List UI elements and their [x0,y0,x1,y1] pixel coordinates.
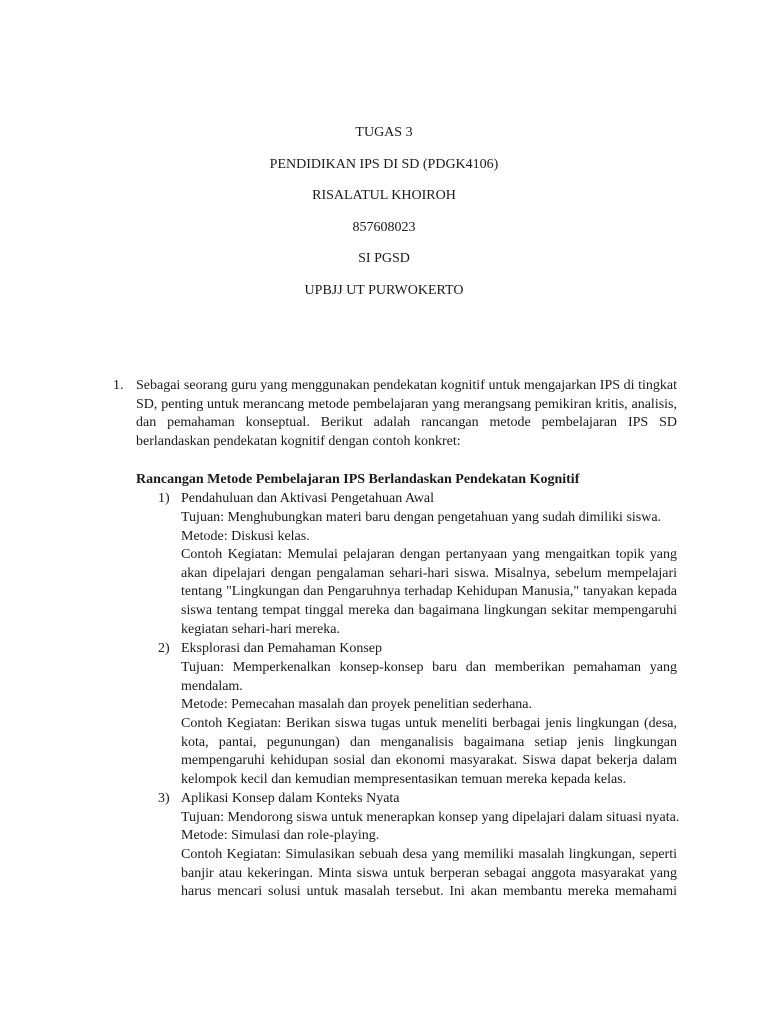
section-heading: Rancangan Metode Pembelajaran IPS Berlandaskan Pendekatan Kognitif [136,472,580,487]
step-title: Pendahuluan dan Aktivasi Pengetahuan Awal [181,491,434,506]
step-method: Metode: Diskusi kelas. [181,529,310,544]
course-title: PENDIDIKAN IPS DI SD (PDGK4106) [269,157,499,172]
step-example: Contoh Kegiatan: Simulasikan sebuah desa yang memiliki masalah lingkungan, seperti banjir atau kekeringan. Minta siswa untuk berperan sebagai anggota masyarakat yang harus mencari solusi untuk masalah tersebut. Ini akan membantu mereka memahami [181,847,677,900]
student-name: RISALATUL KHOIROH [312,188,456,203]
question-number: 1. [113,378,124,393]
student-id: 857608023 [352,220,416,235]
campus-name: UPBJJ UT PURWOKERTO [304,283,464,298]
step-goal: Tujuan: Menghubungkan materi baru dengan pengetahuan yang sudah dimiliki siswa. [181,510,662,525]
step-number: 1) [158,491,170,506]
step-method: Metode: Simulasi dan role-playing. [181,828,380,843]
step-number: 3) [158,791,170,806]
step-example: Contoh Kegiatan: Memulai pelajaran dengan pertanyaan yang mengaitkan topik yang akan dipelajari dengan pengalaman sehari-hari siswa. Misalnya, sebelum mempelajari tentang "Lingkungan dan Pengaruhnya terhadap Kehidupan Manusia," tanyakan kepada siswa tentang tempat tinggal mereka dan bagaimana lingkungan sekitar mempengaruhi kegiatan sehari-hari mereka. [181,547,677,637]
step-title: Eksplorasi dan Pemahaman Konsep [181,641,383,656]
question-intro: Sebagai seorang guru yang menggunakan pendekatan kognitif untuk mengajarkan IPS di tingkat SD, penting untuk merancang metode pembelajaran yang merangsang pemikiran kritis, analisis, dan pemahaman konseptual. Berikut adalah rancangan metode pembelajaran IPS SD berlandaskan pendekatan kognitif dengan contoh konkret: [136,378,677,450]
step-goal: Tujuan: Memperkenalkan konsep-konsep baru dan memberikan pemahaman yang mendalam. [181,660,677,694]
step-goal: Tujuan: Mendorong siswa untuk menerapkan konsep yang dipelajari dalam situasi nyata. [181,810,680,825]
study-program: SI PGSD [358,251,410,266]
step-number: 2) [158,641,170,656]
step-example: Contoh Kegiatan: Berikan siswa tugas untuk meneliti berbagai jenis lingkungan (desa, kota, pantai, pegunungan) dan menganalisis bagaimana setiap jenis lingkungan mempengaruhi kehidupan sosial dan ekonomi masyarakat. Siswa dapat bekerja dalam kelompok kecil dan kemudian mempresentasikan temuan mereka kepada kelas. [181,716,677,788]
step-method: Metode: Pemecahan masalah dan proyek penelitian sederhana. [181,697,533,712]
assignment-title: TUGAS 3 [355,125,413,140]
step-title: Aplikasi Konsep dalam Konteks Nyata [181,791,400,806]
